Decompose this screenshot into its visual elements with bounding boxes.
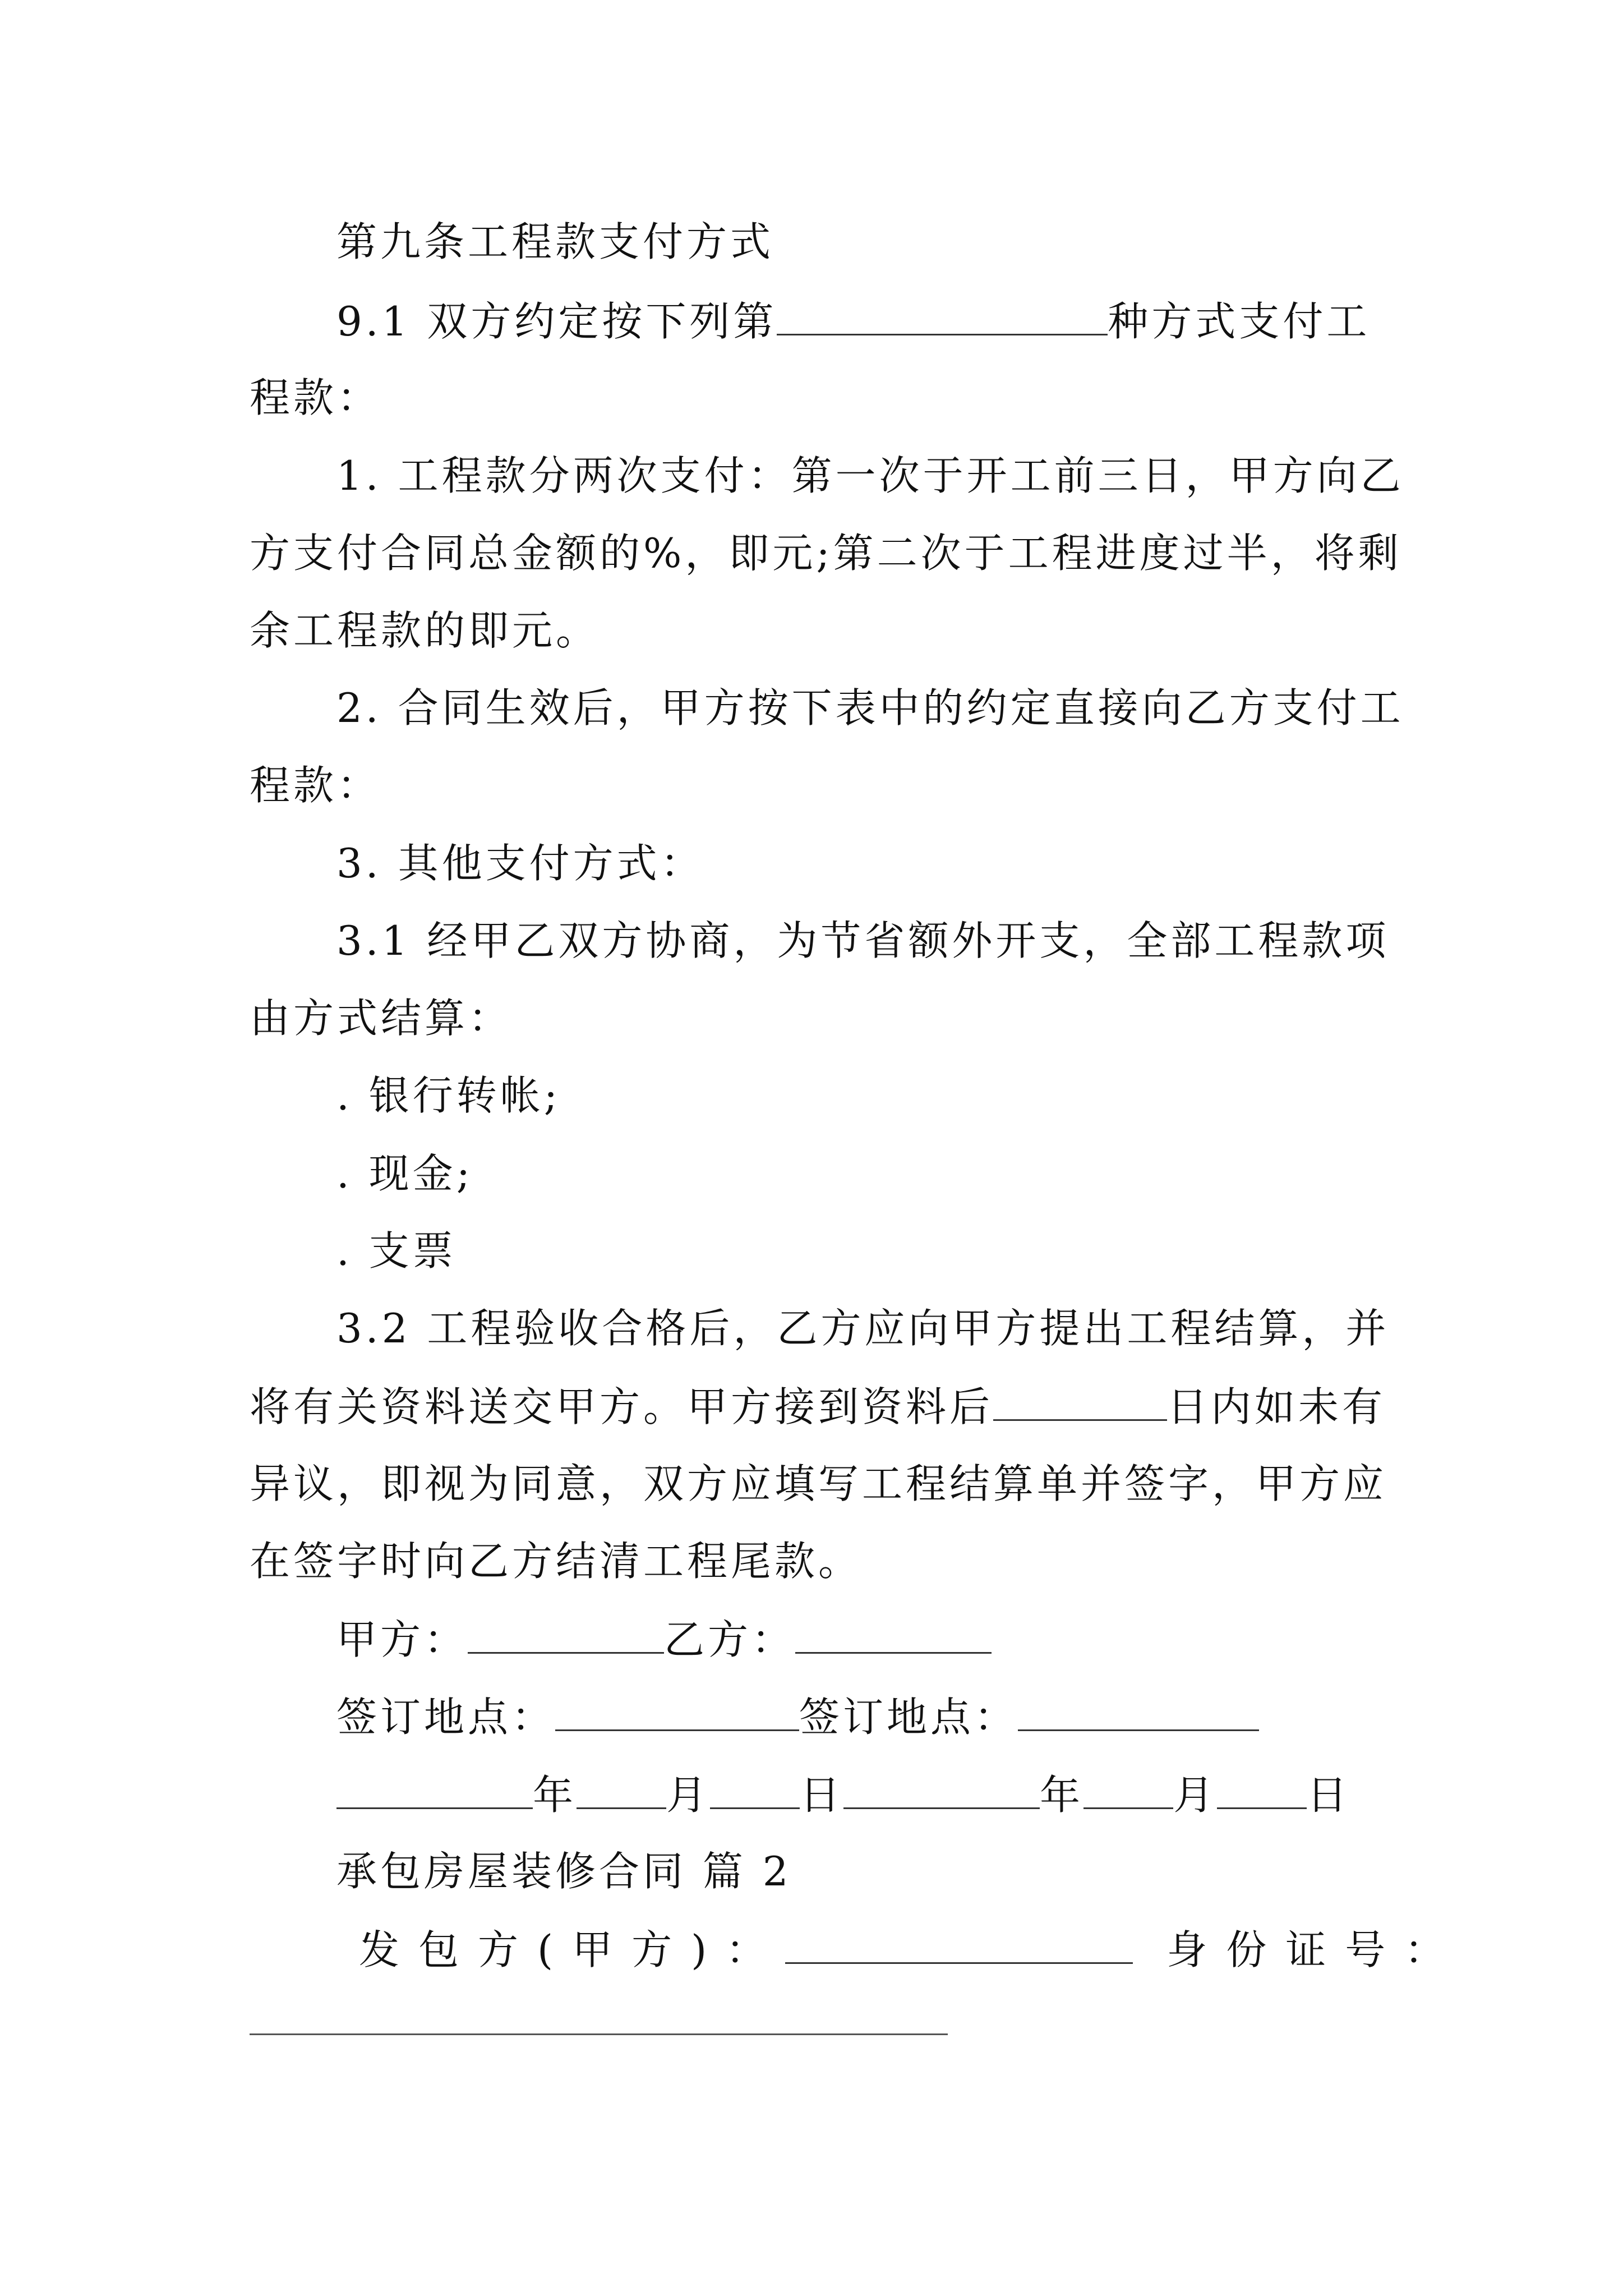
item-1-line-3: [250, 607, 600, 654]
item-1-text-1: 1. 工程款分两次支付：第一次于开工前三日，甲方向乙: [336, 452, 1404, 499]
next-contract-title-text: 承包房屋装修合同 篇 2: [336, 1848, 792, 1895]
item-3-1-text-1: 3.1 经甲乙双方协商，为节省额外开支，全部工程款项: [336, 917, 1390, 964]
party-a-blank: [468, 1618, 664, 1654]
option-cash-text: . 现金;: [336, 1150, 474, 1197]
day-blank-b: [1217, 1774, 1307, 1809]
option-cheque-text: . 支票: [336, 1227, 457, 1274]
sign-place-label-b: 签订地点：: [799, 1694, 1018, 1741]
item-1-text-3: 余工程款的即元。: [250, 607, 600, 654]
year-label-a: 年: [533, 1772, 577, 1819]
sign-place-label-a: 签订地点：: [336, 1694, 556, 1741]
year-blank-b: [843, 1774, 1040, 1809]
parties-line: [336, 1616, 992, 1663]
sign-place-blank-b: [1018, 1696, 1259, 1731]
article-title: [336, 218, 774, 265]
option-cash: [336, 1150, 474, 1197]
item-3-2-line-1: [336, 1305, 1390, 1352]
item-1-line-2: [250, 530, 1402, 577]
day-label-b: 日: [1307, 1772, 1351, 1819]
employer-line: [359, 1926, 1464, 1973]
item-3-2-prefix: 将有关资料送交甲方。甲方接到资料后: [250, 1383, 994, 1430]
option-cheque: [336, 1227, 457, 1274]
item-3-2-text-1: 3.2 工程验收合格后，乙方应向甲方提出工程结算，并: [336, 1305, 1390, 1352]
item-1-text-2: 方支付合同总金额的%，即元;第二次于工程进度过半，将剩: [250, 530, 1402, 577]
item-3-1-line-1: [336, 917, 1390, 964]
party-a-label: 甲方：: [336, 1616, 468, 1663]
article-title-text: 第九条工程款支付方式: [336, 218, 774, 265]
option-bank-transfer: [336, 1072, 561, 1119]
item-1-line-1: [336, 452, 1404, 499]
clause-9-1-suffix: 种方式支付工: [1108, 298, 1371, 345]
item-3-2-line-3: [250, 1460, 1387, 1507]
item-3-1-text-2: 由方式结算：: [250, 995, 513, 1042]
party-b-blank: [795, 1618, 992, 1654]
employer-blank: [785, 1929, 1133, 1964]
party-b-label: 乙方：: [664, 1616, 796, 1663]
item-3-2-suffix: 日内如未有: [1167, 1383, 1386, 1430]
month-blank-b: [1083, 1774, 1173, 1809]
item-2-line-2: [250, 762, 381, 809]
item-3-2-line-2: [250, 1383, 1386, 1430]
year-label-b: 年: [1040, 1772, 1084, 1819]
sign-place-blank-a: [555, 1696, 799, 1731]
date-line: [336, 1772, 1351, 1819]
sign-place-line: [336, 1694, 1259, 1741]
item-2-line-1: [336, 684, 1404, 731]
days-blank: [993, 1386, 1167, 1421]
item-3-text: 3. 其他支付方式：: [336, 840, 704, 887]
day-label-a: 日: [800, 1772, 844, 1819]
item-3-2-text-3: 异议，即视为同意，双方应填写工程结算单并签字，甲方应: [250, 1460, 1387, 1507]
employer-label: 发包方(甲方)：: [359, 1926, 786, 1973]
next-contract-title: [336, 1848, 792, 1895]
id-number-blank: [250, 2033, 948, 2035]
year-blank-a: [336, 1774, 533, 1809]
option-bank-text: . 银行转帐;: [336, 1072, 561, 1119]
day-blank-a: [710, 1774, 800, 1809]
item-3-line: [336, 840, 704, 887]
id-number-label: 身份证号：: [1166, 1926, 1464, 1973]
clause-9-1-line-1: [336, 298, 1371, 345]
item-2-text-2: 程款：: [250, 762, 381, 809]
month-blank-a: [577, 1774, 666, 1809]
item-2-text-1: 2. 合同生效后，甲方按下表中的约定直接向乙方支付工: [336, 684, 1404, 731]
item-3-2-line-4: [250, 1538, 863, 1585]
clause-9-1-line-2: [250, 374, 381, 421]
month-label-b: 月: [1173, 1772, 1218, 1819]
payment-method-blank: [777, 300, 1108, 335]
clause-9-1-prefix: 9.1 双方约定按下列第: [336, 298, 777, 345]
month-label-a: 月: [666, 1772, 711, 1819]
clause-9-1-cont: 程款：: [250, 374, 381, 421]
item-3-1-line-2: [250, 995, 513, 1042]
item-3-2-text-4: 在签字时向乙方结清工程尾款。: [250, 1538, 863, 1585]
